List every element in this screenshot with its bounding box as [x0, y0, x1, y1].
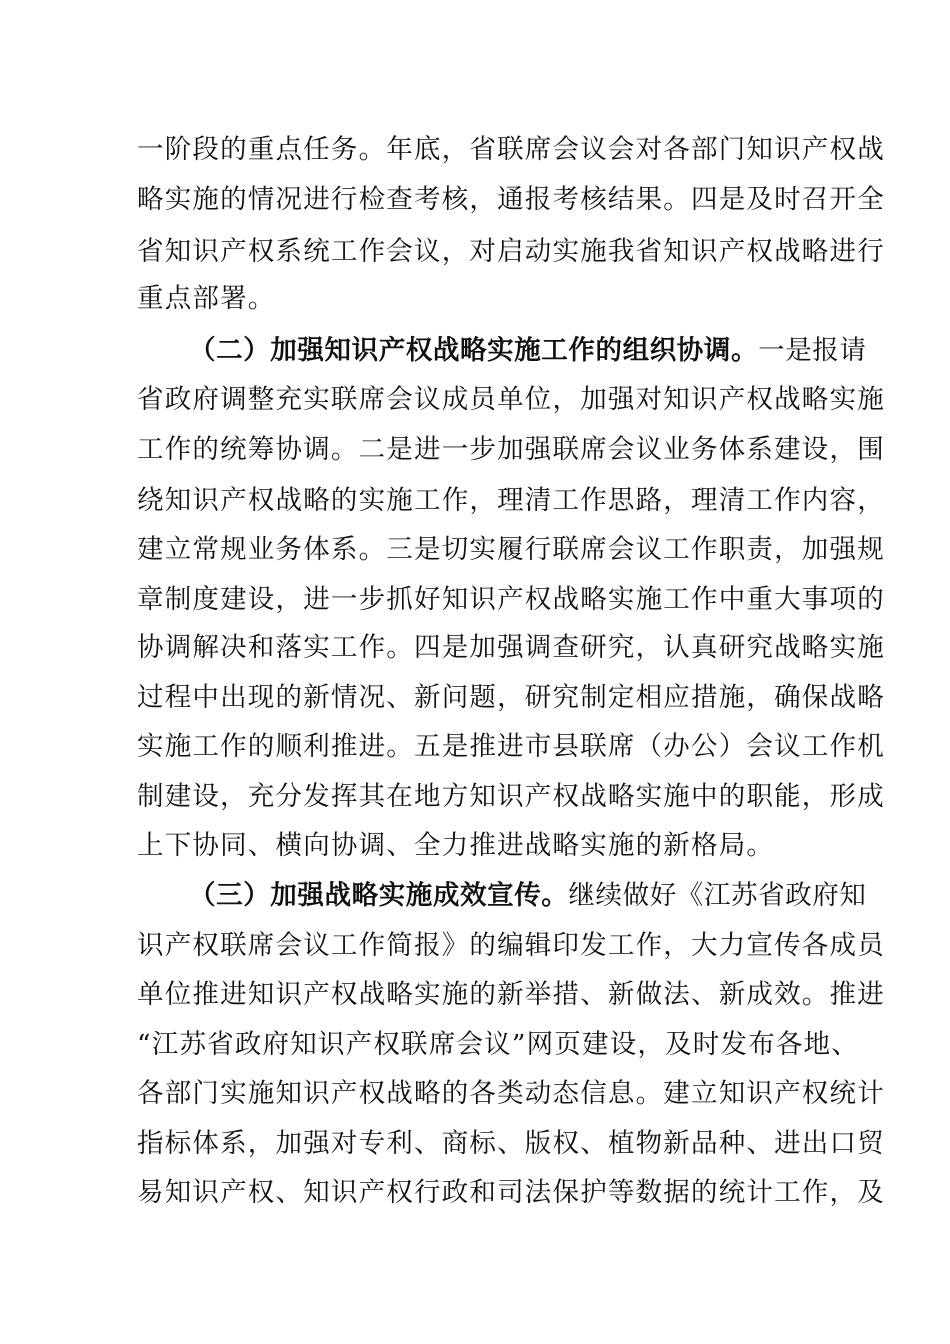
text-line: 略实施的情况进行检查考核，通报考核结果。四是及时召开全: [137, 184, 885, 215]
text-line: 省政府调整充实联席会议成员单位，加强对知识产权战略实施: [137, 384, 885, 415]
text-line: 工作的统筹协调。二是进一步加强联席会议业务体系建设，围: [137, 434, 885, 465]
text-line: 协调解决和落实工作。四是加强调查研究，认真研究战略实施: [137, 632, 885, 663]
text-line: 重点部署。: [137, 283, 276, 314]
text-line: 上下协同、横向协调、全力推进战略实施的新格局。: [137, 830, 775, 861]
text-line: 易知识产权、知识产权行政和司法保护等数据的统计工作，及: [137, 1177, 885, 1208]
text-line: 建立常规业务体系。三是切实履行联席会议工作职责，加强规: [137, 534, 885, 565]
text-line: 单位推进知识产权战略实施的新举措、新做法、新成效。推进: [137, 979, 885, 1010]
paragraph-first-line: [189, 331, 867, 371]
text-line: 指标体系，加强对专利、商标、版权、植物新品种、进出口贸: [137, 1128, 885, 1159]
text-line: 过程中出现的新情况、新问题，研究制定相应措施，确保战略: [137, 682, 885, 713]
text-line: 绕知识产权战略的实施工作，理清工作思路，理清工作内容，: [137, 485, 885, 516]
text-line: 识产权联席会议工作简报》的编辑印发工作，大力宣传各成员: [137, 930, 885, 961]
section-heading: （三）加强战略实施成效宣传。: [189, 880, 569, 911]
text-line: 一阶段的重点任务。年底，省联席会议会对各部门知识产权战: [137, 134, 885, 165]
text-line: 各部门实施知识产权战略的各类动态信息。建立知识产权统计: [137, 1078, 885, 1109]
text-line: 制建设，充分发挥其在地方知识产权战略实施中的职能，形成: [137, 781, 885, 812]
section-heading: （二）加强知识产权战略实施工作的组织协调。: [189, 335, 759, 366]
text-line: 省知识产权系统工作会议，对启动实施我省知识产权战略进行: [137, 236, 885, 267]
text-span: 继续做好《江苏省政府知: [568, 880, 867, 911]
text-span: 一是报请: [758, 335, 867, 366]
text-line: 实施工作的顺利推进。五是推进市县联席（办公）会议工作机: [137, 731, 885, 762]
text-line: 章制度建设，进一步抓好知识产权战略实施工作中重大事项的: [137, 584, 885, 615]
text-line: “江苏省政府知识产权联席会议”网页建设，及时发布各地、: [137, 1029, 859, 1060]
paragraph-first-line: [189, 876, 867, 916]
